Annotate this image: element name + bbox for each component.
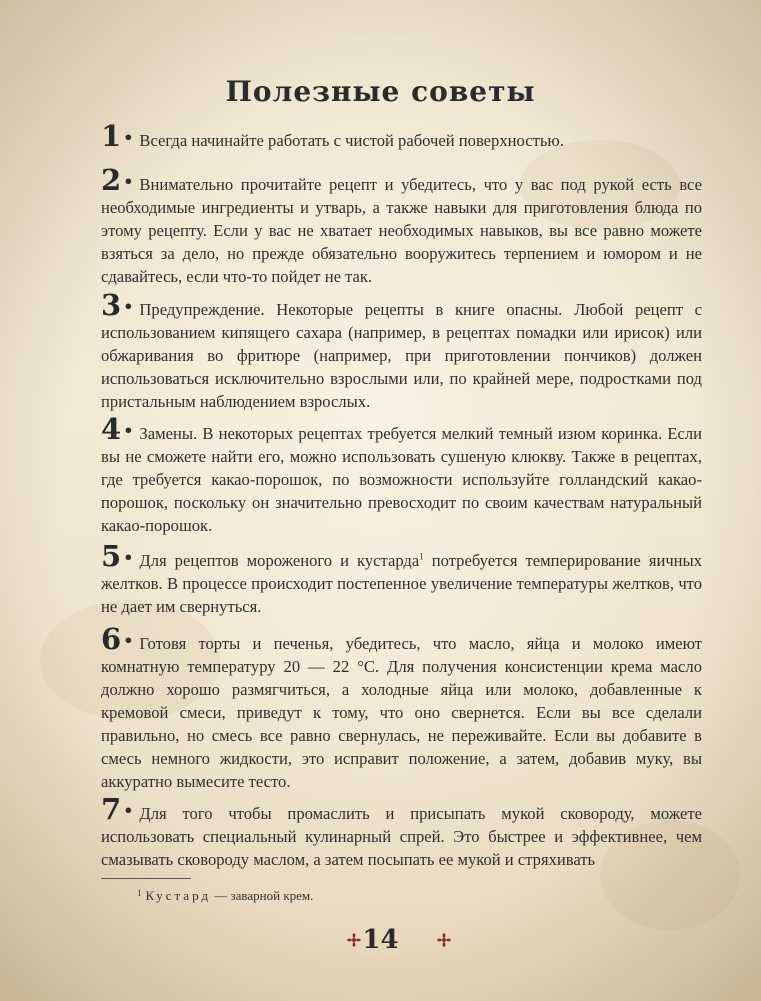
tip-number-dot: • bbox=[123, 631, 134, 650]
tip-text: Замены. В некоторых рецептах требуется мелкий темный изюм коринка. Если вы не сможете найти его, можно использовать сушеную клюкву. Также в рецептах, где требуется какао-порошок, по возможности используйте голландский какао-порошок, поскольку он значительно превосходит по своим качествам натуральный какао-порошок. bbox=[101, 424, 702, 535]
tip-number: 7 bbox=[101, 792, 122, 826]
tip-number: 5 bbox=[101, 539, 122, 573]
tip-item bbox=[101, 288, 702, 413]
tip-number-dot: • bbox=[123, 421, 134, 440]
footnote-divider bbox=[101, 878, 191, 879]
tip-number: 3 bbox=[101, 288, 122, 322]
tip-item bbox=[101, 792, 702, 871]
tip-item bbox=[101, 412, 702, 537]
tip-text-tail: потребуется темперирование яичных желтков. В процессе происходит постепенное увеличение температуры желтков, что не дает им свернуться. bbox=[101, 551, 703, 616]
footnote-definition: — заварной крем. bbox=[211, 888, 314, 903]
page-number: 14 bbox=[362, 925, 399, 955]
tip-text: Предупреждение. Некоторые рецепты в книге опасны. Любой рецепт с использованием кипящего сахара (например, в рецептах помадки или ирисок) или обжаривания во фритюре (например, при приготовлении пончиков) должен использоваться исключительно взрослыми или, по крайней мере, подростками под пристальным наблюдением взрослых. bbox=[101, 300, 702, 411]
page-title: Полезные советы bbox=[225, 75, 536, 108]
footnote-term: Кустард bbox=[145, 888, 212, 903]
tip-number-dot: • bbox=[123, 801, 134, 820]
tip-number-dot: • bbox=[123, 172, 134, 191]
tip-item bbox=[101, 539, 703, 618]
tip-item bbox=[101, 119, 702, 153]
footnote bbox=[137, 888, 313, 904]
tip-text: Для того чтобы промаслить и присыпать мукой сковороду, можете использовать специальный кулинарный спрей. Это быстрее и эффективнее, чем смазывать сковороду маслом, а затем посыпать ее мукой и стряхивать bbox=[101, 804, 702, 869]
tip-number-dot: • bbox=[123, 128, 134, 147]
tip-number: 1 bbox=[101, 119, 122, 153]
tip-item bbox=[101, 622, 702, 793]
footnote-reference[interactable]: 1 bbox=[419, 551, 424, 562]
tip-text: Готовя торты и печенья, убедитесь, что масло, яйца и молоко имеют комнатную температуру 20 — 22 °С. Для получения консистенции крема масло должно хорошо размягчиться, а холодные яйца или молоко, добавленные к кремовой смеси, приведут к тому, что оно свернется. Если вы все сделали правильно, но смесь все равно свернулась, не переживайте. Если вы добавите в смесь немного жидкости, это исправит положение, а затем, добавив муку, вы аккуратно вымесите тесто. bbox=[101, 634, 702, 791]
footnote-mark: 1 bbox=[137, 888, 142, 898]
tip-item bbox=[101, 163, 702, 288]
tip-number: 4 bbox=[101, 412, 122, 446]
right-ornament-icon bbox=[437, 933, 451, 947]
tip-number: 2 bbox=[101, 163, 122, 197]
tip-number: 6 bbox=[101, 622, 122, 656]
tip-text: Внимательно прочитайте рецепт и убедитесь, что у вас под рукой есть все необходимые ингредиенты и утварь, а также навыки для приготовления блюда по этому рецепту. Если у вас не хватает необходимых навыков, вы все равно можете взяться за дело, но прежде обязательно вооружитесь терпением и юмором и не сдавайтесь, если что-то пойдет не так. bbox=[101, 175, 702, 286]
tip-number-dot: • bbox=[123, 297, 134, 316]
tip-text: Всегда начинайте работать с чистой рабочей поверхностью. bbox=[139, 131, 564, 150]
tip-text-lead: Для рецептов мороженого и кустарда bbox=[139, 551, 420, 570]
tip-number-dot: • bbox=[123, 548, 134, 567]
